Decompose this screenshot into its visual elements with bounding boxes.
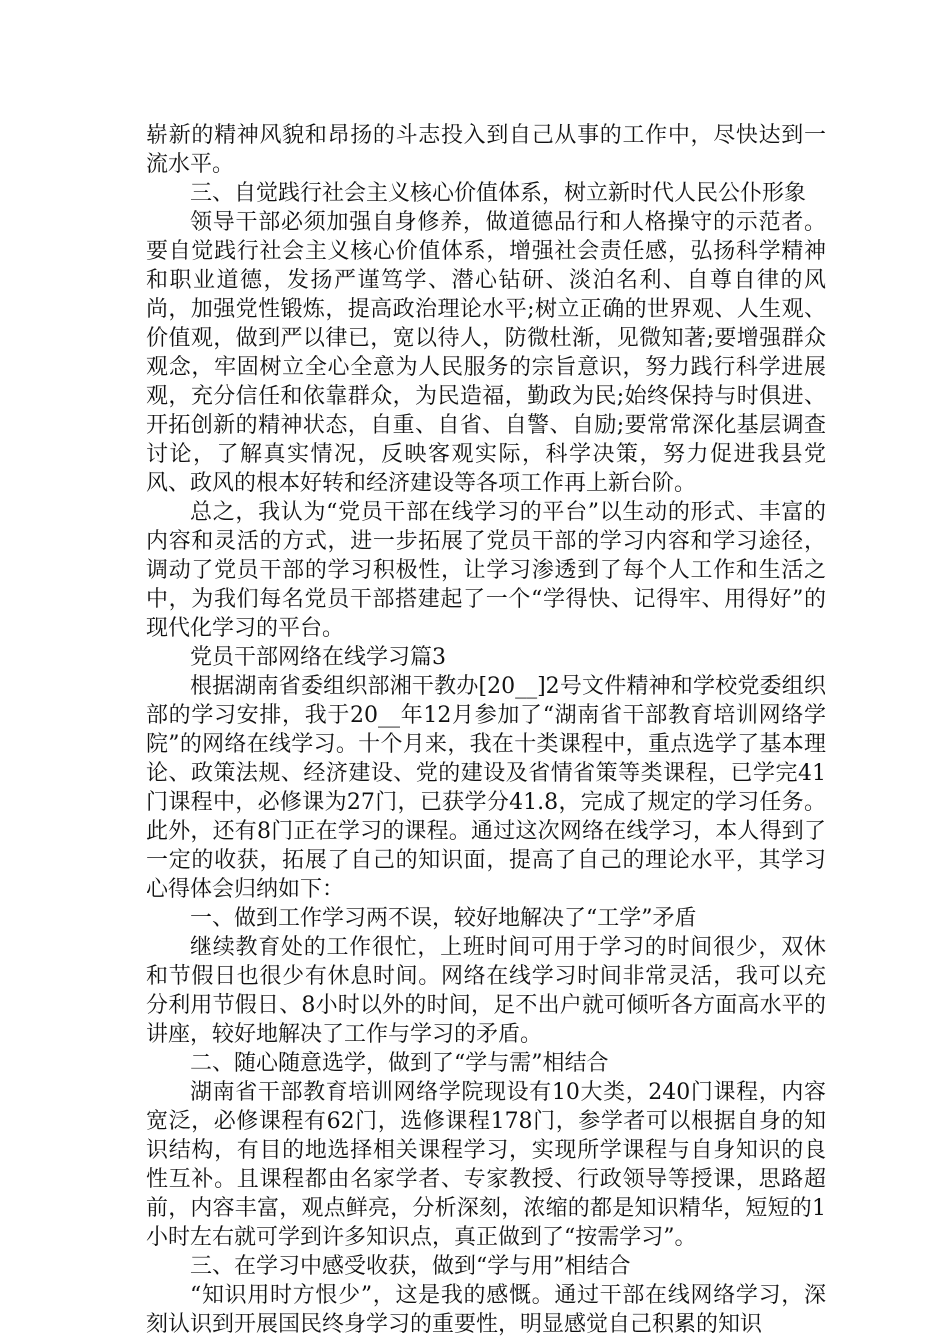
paragraph: 领导干部必须加强自身修养，做道德品行和人格操守的示范者。要自觉践行社会主义核心价值体系，增强社会责任感，弘扬科学精神和职业道德，发扬严谨笃学、潜心钻研、淡泊名利、自尊自律的风尚，加强党性锻炼，提高政治理论水平;树立正确的世界观、人生观、价值观，做到严以律已，宽以待人，防微杜渐，见微知著;要增强群众观念，牢固树立全心全意为人民服务的宗旨意识，努力践行科学进展观，充分信任和依靠群众，为民造福，勤政为民;始终保持与时俱进、开拓创新的精神状态，自重、自省、自警、自励;要常常深化基层调查讨论，了解真实情况，反映客观实际，科学决策，努力促进我县党风、政风的根本好转和经济建设等各项工作再上新台阶。 [146,210,826,496]
document-body [146,121,826,1339]
paragraph: “知识用时方恨少”，这是我的感慨。通过干部在线网络学习，深刻认识到开展国民终身学习的重要性，明显感觉自己积累的知识 [146,1283,826,1337]
section-heading: 三、自觉践行社会主义核心价值体系，树立新时代人民公仆形象 [190,181,807,206]
paragraph: 崭新的精神风貌和昂扬的斗志投入到自己从事的工作中，尽快达到一流水平。 [146,123,826,177]
paragraph: 根据湖南省委组织部湘干教办[20__]2号文件精神和学校党委组织部的学习安排，我于20__年12月参加了“湖南省干部教育培训网络学院”的网络在线学习。十个月来，我在十类课程中，重点选学了基本理论、政策法规、经济建设、党的建设及省情省策等类课程，已学完41门课程中，必修课为27门，已获学分41.8，完成了规定的学习任务。此外，还有8门正在学习的课程。通过这次网络在线学习，本人得到了一定的收获，拓展了自己的知识面，提高了自己的理论水平，其学习心得体会归纳如下： [146,674,826,902]
article-title: 党员干部网络在线学习篇3 [190,645,446,670]
section-heading: 三、在学习中感受收获，做到“学与用”相结合 [190,1254,631,1279]
section-heading: 二、随心随意选学，做到了“学与需”相结合 [190,1051,609,1076]
paragraph: 湖南省干部教育培训网络学院现设有10大类，240门课程，内容宽泛，必修课程有62门，选修课程178门，参学者可以根据自身的知识结构，有目的地选择相关课程学习，实现所学课程与自身知识的良性互补。且课程都由名家学者、专家教授、行政领导等授课，思路超前，内容丰富，观点鲜亮，分析深刻，浓缩的都是知识精华，短短的1小时左右就可学到许多知识点，真正做到了“按需学习”。 [146,1080,826,1250]
paragraph: 继续教育处的工作很忙，上班时间可用于学习的时间很少，双休和节假日也很少有休息时间。网络在线学习时间非常灵活，我可以充分利用节假日、8小时以外的时间，足不出户就可倾听各方面高水平的讲座，较好地解决了工作与学习的矛盾。 [146,935,826,1047]
paragraph: 总之，我认为“党员干部在线学习的平台”以生动的形式、丰富的内容和灵活的方式，进一步拓展了党员干部的学习内容和学习途径，调动了党员干部的学习积极性，让学习渗透到了每个人工作和生活之中，为我们每名党员干部搭建起了一个“学得快、记得牢、用得好”的现代化学习的平台。 [146,500,826,641]
section-heading: 一、做到工作学习两不误，较好地解决了“工学”矛盾 [190,906,697,931]
